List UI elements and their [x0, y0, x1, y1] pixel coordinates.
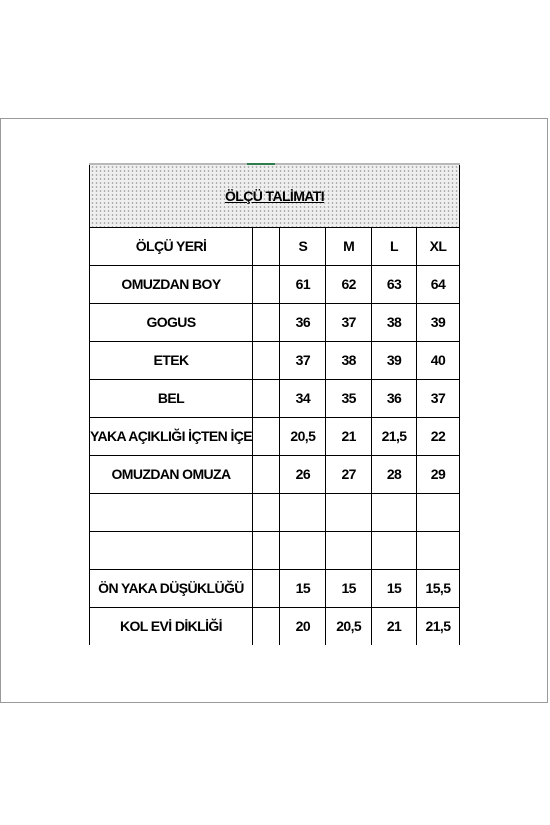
title-row — [90, 165, 460, 227]
size-s-value: 36 — [280, 303, 326, 341]
size-xl-value: 64 — [416, 265, 459, 303]
blank — [253, 607, 280, 645]
size-xl-value: 40 — [416, 341, 459, 379]
blank — [253, 531, 280, 569]
header-size-s: S — [280, 227, 326, 265]
size-chart-table — [89, 165, 460, 645]
size-m-value: 37 — [326, 303, 372, 341]
size-xl-value: 37 — [416, 379, 459, 417]
size-s-value: 20,5 — [280, 417, 326, 455]
size-xl-value: 15,5 — [416, 569, 459, 607]
size-l-value: 21,5 — [372, 417, 417, 455]
measure-label — [90, 531, 253, 569]
size-s-value: 15 — [280, 569, 326, 607]
size-xl-value — [416, 493, 459, 531]
size-xl-value: 29 — [416, 455, 459, 493]
header-size-l: L — [372, 227, 417, 265]
table-title: ÖLÇÜ TALİMATI — [90, 165, 460, 227]
measure-label: BEL — [90, 379, 253, 417]
measure-label: OMUZDAN OMUZA — [90, 455, 253, 493]
size-m-value: 27 — [326, 455, 372, 493]
header-size-m: M — [326, 227, 372, 265]
size-s-value: 20 — [280, 607, 326, 645]
size-chart-sheet — [89, 163, 460, 653]
blank — [253, 379, 280, 417]
size-m-value: 62 — [326, 265, 372, 303]
size-l-value: 63 — [372, 265, 417, 303]
table-row — [90, 341, 460, 379]
table-row — [90, 493, 460, 531]
header-size-xl: XL — [416, 227, 459, 265]
size-xl-value: 21,5 — [416, 607, 459, 645]
header-blank — [253, 227, 280, 265]
blank — [253, 417, 280, 455]
table-row — [90, 265, 460, 303]
size-l-value: 28 — [372, 455, 417, 493]
measure-label: ÖN YAKA DÜŞÜKLÜĞÜ — [90, 569, 253, 607]
table-row — [90, 607, 460, 645]
header-measure-point: ÖLÇÜ YERİ — [90, 227, 253, 265]
size-xl-value: 22 — [416, 417, 459, 455]
size-s-value — [280, 493, 326, 531]
table-row — [90, 379, 460, 417]
blank — [253, 303, 280, 341]
blank — [253, 493, 280, 531]
size-m-value — [326, 493, 372, 531]
size-m-value: 38 — [326, 341, 372, 379]
measure-label: GOGUS — [90, 303, 253, 341]
measure-label: OMUZDAN BOY — [90, 265, 253, 303]
size-m-value — [326, 531, 372, 569]
blank — [253, 569, 280, 607]
size-m-value: 21 — [326, 417, 372, 455]
size-xl-value: 39 — [416, 303, 459, 341]
size-m-value: 15 — [326, 569, 372, 607]
size-m-value: 35 — [326, 379, 372, 417]
measure-label — [90, 493, 253, 531]
table-row — [90, 531, 460, 569]
table-row — [90, 455, 460, 493]
table-row — [90, 303, 460, 341]
size-xl-value — [416, 531, 459, 569]
size-l-value: 38 — [372, 303, 417, 341]
size-l-value: 21 — [372, 607, 417, 645]
size-l-value: 39 — [372, 341, 417, 379]
blank — [253, 341, 280, 379]
size-s-value: 61 — [280, 265, 326, 303]
size-s-value: 37 — [280, 341, 326, 379]
blank — [253, 455, 280, 493]
measure-label: ETEK — [90, 341, 253, 379]
header-row — [90, 227, 460, 265]
size-l-value: 36 — [372, 379, 417, 417]
measure-label: YAKA AÇIKLIĞI İÇTEN İÇE — [90, 417, 253, 455]
size-l-value: 15 — [372, 569, 417, 607]
size-l-value — [372, 493, 417, 531]
table-row — [90, 569, 460, 607]
size-s-value: 34 — [280, 379, 326, 417]
size-l-value — [372, 531, 417, 569]
blank — [253, 265, 280, 303]
table-row — [90, 417, 460, 455]
size-s-value: 26 — [280, 455, 326, 493]
size-s-value — [280, 531, 326, 569]
measure-label: KOL EVİ DİKLİĞİ — [90, 607, 253, 645]
size-m-value: 20,5 — [326, 607, 372, 645]
